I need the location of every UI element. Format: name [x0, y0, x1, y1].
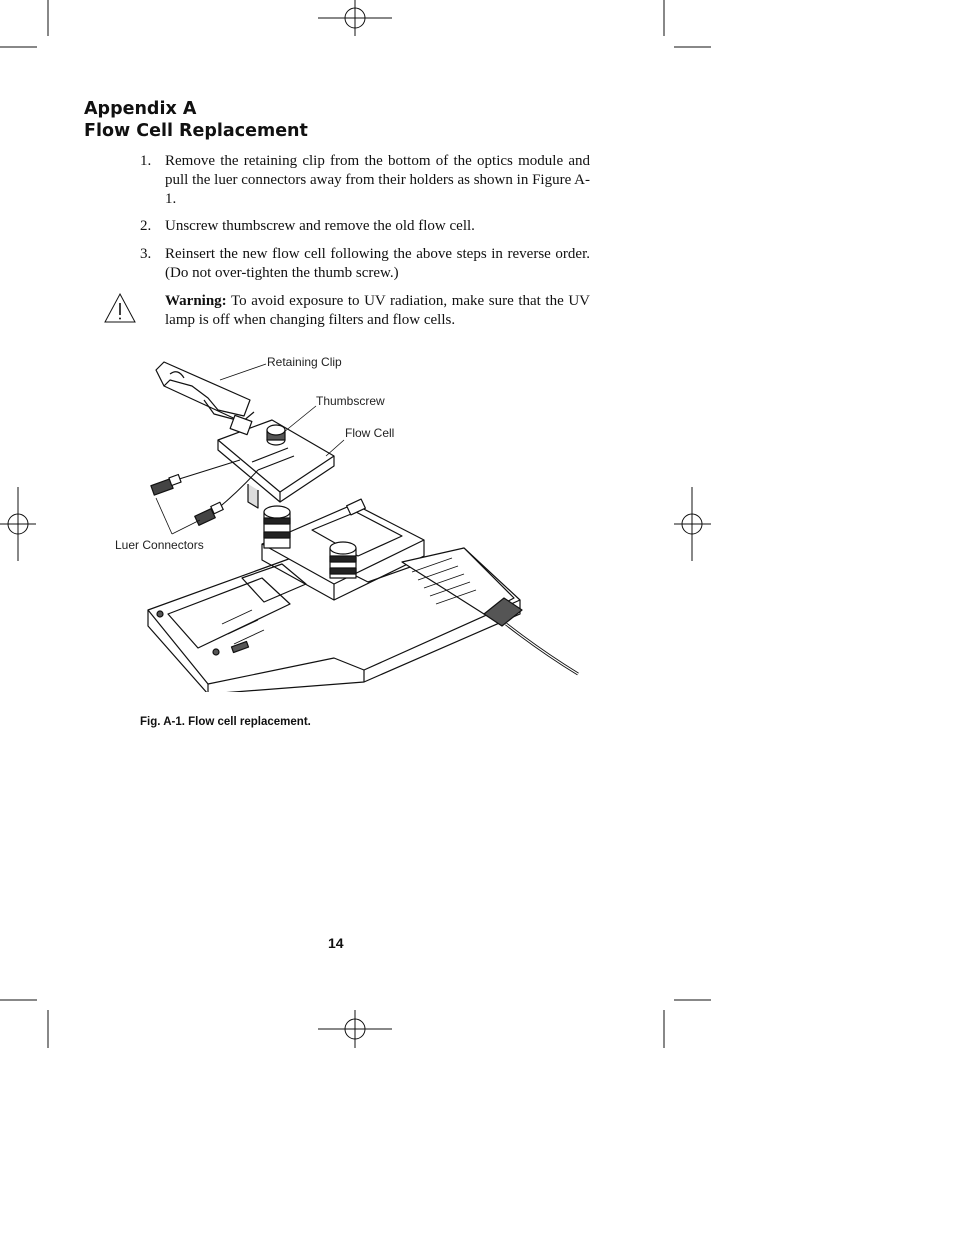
step-text: Remove the retaining clip from the bottom of the optics module and pull the luer connectors away from their holders as shown in Figure A-1.: [165, 153, 590, 207]
section-title: Flow Cell Replacement: [84, 121, 308, 141]
warning-label: Warning:: [165, 293, 227, 309]
figure-caption: Fig. A-1. Flow cell replacement.: [140, 716, 311, 728]
callout-retaining-clip: Retaining Clip: [267, 355, 342, 369]
warning-triangle-icon: [103, 292, 137, 324]
step-number: 1.: [140, 153, 152, 169]
warning-text: To avoid exposure to UV radiation, make sure that the UV lamp is off when changing filters and flow cells.: [165, 293, 590, 328]
warning-note: [165, 292, 590, 330]
page-number: 14: [328, 935, 344, 951]
callout-luer-connectors: Luer Connectors: [115, 538, 204, 552]
callout-thumbscrew: Thumbscrew: [316, 394, 385, 408]
step-number: 3.: [140, 246, 152, 262]
step-3: [140, 245, 590, 283]
step-text: Reinsert the new flow cell following the above steps in reverse order. (Do not over-tighten the thumb screw.): [165, 246, 590, 281]
step-text: Unscrew thumbscrew and remove the old flow cell.: [165, 218, 475, 234]
callout-flow-cell: Flow Cell: [345, 426, 395, 440]
appendix-heading: [84, 98, 308, 142]
step-number: 2.: [140, 218, 152, 234]
step-1: [140, 152, 590, 209]
step-2: [140, 217, 590, 236]
appendix-title: Appendix A: [84, 99, 197, 119]
